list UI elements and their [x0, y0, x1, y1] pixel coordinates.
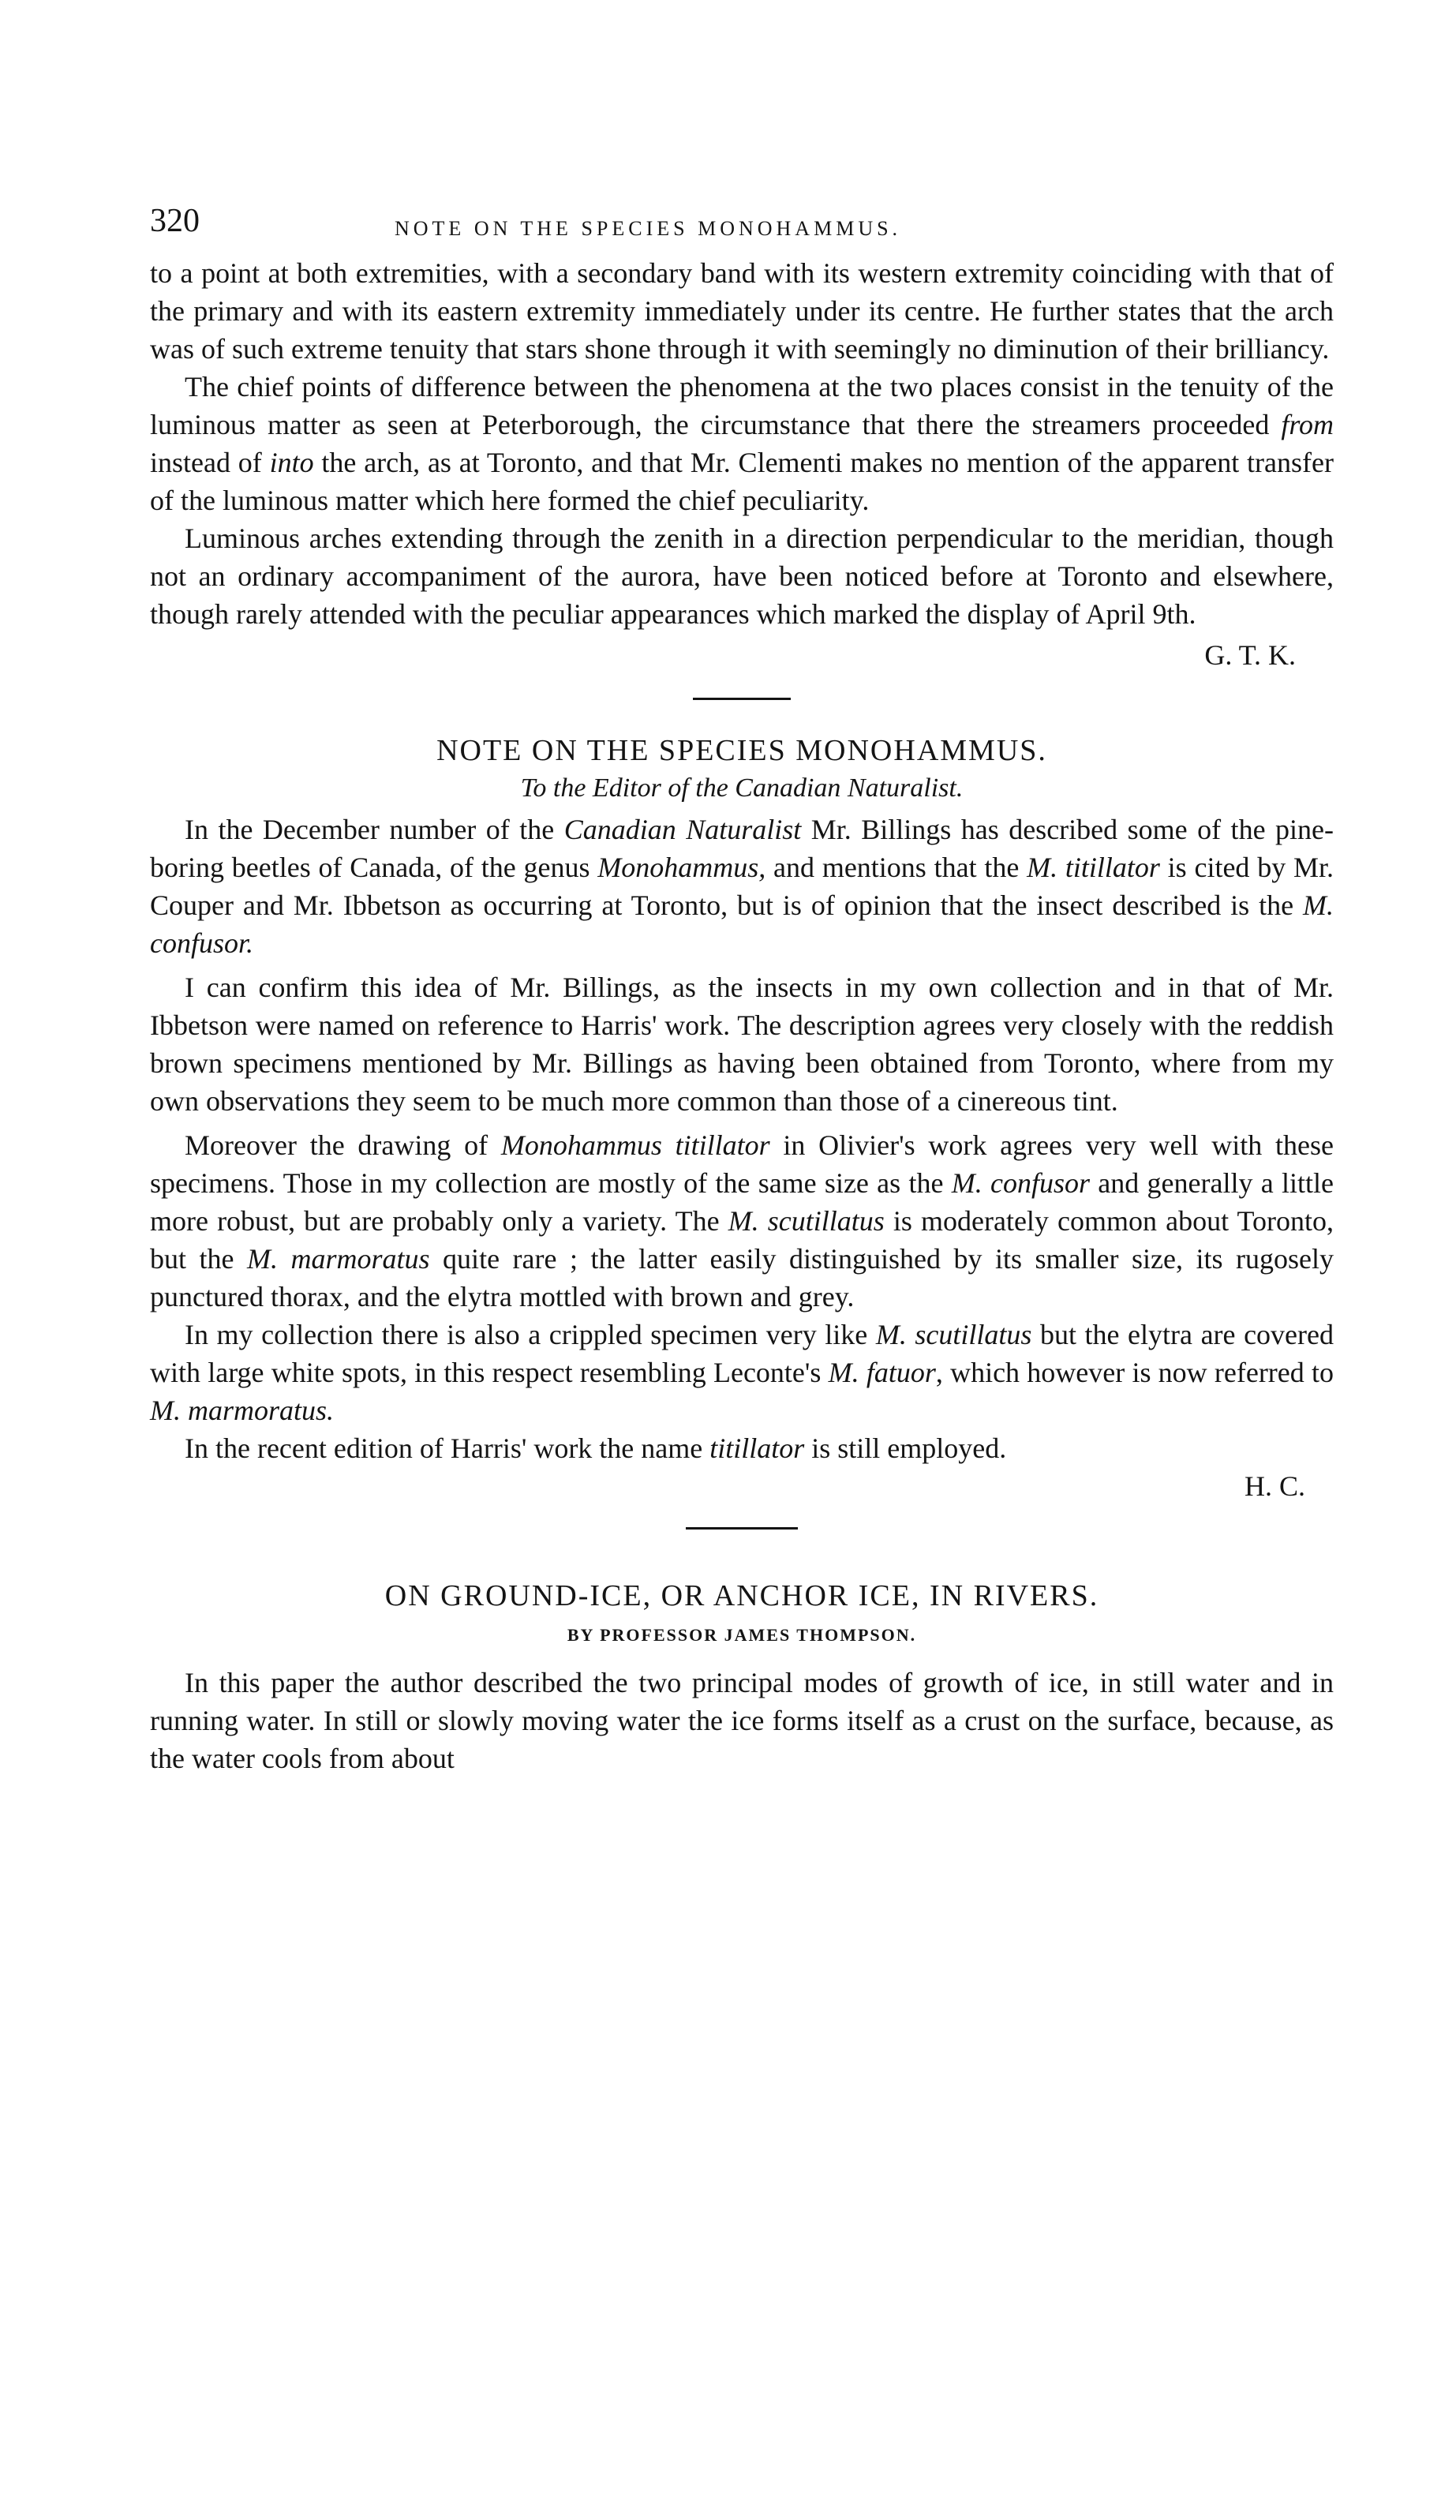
running-title: NOTE ON THE SPECIES MONOHAMMUS.	[395, 217, 902, 240]
section-divider	[686, 1527, 798, 1530]
monohammus-paragraph-2: I can confirm this idea of Mr. Billings, as the insects in my own collection and in that of Mr. Ibbetson were named on reference to Harris' work. The description agrees very closely with the reddish brown specimens mentioned by Mr. Billings as having been obtained from Toronto, where from my own observations they seem to be much more common than those of a cinereous tint.	[150, 972, 1334, 1117]
section-divider	[693, 698, 791, 700]
ground-ice-title: ON GROUND-ICE, OR ANCHOR ICE, IN RIVERS.	[384, 1579, 1099, 1612]
monohammus-signature: H. C.	[1244, 1470, 1305, 1502]
monohammus-subtitle: To the Editor of the Canadian Naturalist.	[520, 773, 964, 803]
aurora-paragraph-2: The chief points of difference between the phenomena at the two places consist in the tenuity of the luminous matter as seen at Peterborough, the circumstance that there the streamers proceeded from instead of into the arch, as at Toronto, and that Mr. Clementi makes no mention of the apparent transfer of the luminous matter which here formed the chief peculiarity.	[150, 371, 1334, 516]
aurora-signature: G. T. K.	[1204, 639, 1296, 671]
page	[150, 203, 1334, 1777]
page-number: 320	[150, 203, 200, 239]
monohammus-title: NOTE ON THE SPECIES MONOHAMMUS.	[436, 734, 1047, 767]
aurora-paragraph-3: Luminous arches extending through the zenith in a direction perpendicular to the meridian, though not an ordinary accompaniment of the aurora, have been noticed before at Toronto and elsewhere, though rarely attended with the peculiar appearances which marked the display of April 9th.	[150, 522, 1334, 630]
ground-ice-byline: BY PROFESSOR JAMES THOMPSON.	[567, 1625, 917, 1645]
running-head	[150, 203, 1334, 254]
monohammus-paragraph-4: In my collection there is also a crippled specimen very like M. scutillatus but the elytra are covered with large white spots, in this respect resembling Leconte's M. fatuor, which however is now referred to M. marmoratus.	[150, 1319, 1334, 1426]
monohammus-paragraph-1: In the December number of the Canadian Naturalist Mr. Billings has described some of the pine-boring beetles of Canada, of the genus Monohammus, and mentions that the M. titillator is cited by Mr. Couper and Mr. Ibbetson as occurring at Toronto, but is of opinion that the insect described is the M. confusor.	[150, 814, 1334, 959]
monohammus-paragraph-5: In the recent edition of Harris' work the name titillator is still employed.	[185, 1432, 1007, 1464]
ground-ice-paragraph-1: In this paper the author described the two principal modes of growth of ice, in still water and in running water. In still or slowly moving water the ice forms itself as a crust on the surface, because, as the water cools from about	[150, 1667, 1334, 1774]
aurora-paragraph-1: to a point at both extremities, with a secondary band with its western extremity coinciding with that of the primary and with its eastern extremity immediately under its centre. He further states that the arch was of such extreme tenuity that stars shone through it with seemingly no diminution of their brilliancy.	[150, 257, 1334, 365]
monohammus-paragraph-3: Moreover the drawing of Monohammus titillator in Olivier's work agrees very well with these specimens. Those in my collection are mostly of the same size as the M. confusor and generally a little more robust, but are probably only a variety. The M. scutillatus is moderately common about Toronto, but the M. marmoratus quite rare ; the latter easily distinguished by its smaller size, its rugosely punctured thorax, and the elytra mottled with brown and grey.	[150, 1129, 1334, 1312]
